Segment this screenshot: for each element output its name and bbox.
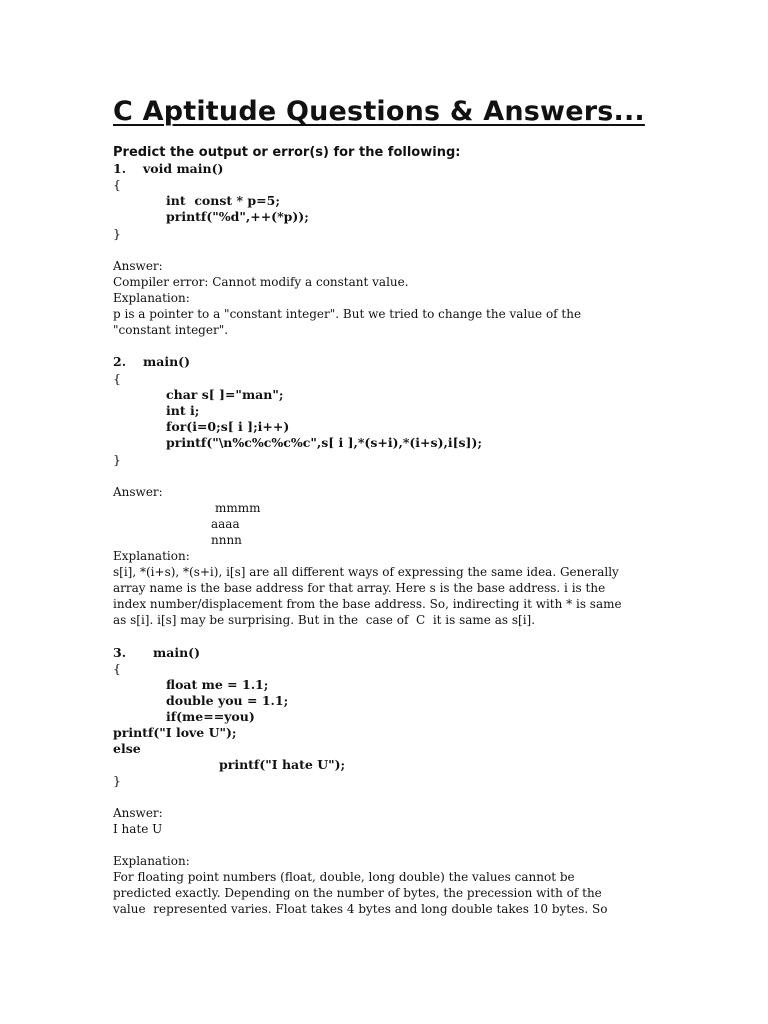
q1-explanation-label: Explanation: [113,291,190,305]
q2-open-brace: { [113,371,121,386]
q3-answer: I hate U [113,822,163,836]
q2-answer-label: Answer: [113,485,163,499]
q2-explanation-line: index number/displacement from the base address. So, indirecting it with * is same [113,597,622,611]
q2-code-line: for(i=0;s[ i ];i++) [166,419,290,434]
q2-header: main() [143,354,190,369]
q3-number: 3. [113,645,127,660]
q1-code-line: printf("%d",++(*p)); [166,209,309,224]
q1-answer-label: Answer: [113,259,163,273]
q3-code-line: printf("I love U"); [113,725,237,740]
q3-code-line: printf("I hate U"); [219,757,346,772]
q2-answer-line: aaaa [211,517,240,531]
q1-header: void main() [143,161,224,176]
q2-explanation-line: as s[i]. i[s] may be surprising. But in the case of C it is same as s[i]. [113,613,536,627]
q1-number: 1. [113,161,127,176]
q3-open-brace: { [113,661,121,676]
q3-code-line: if(me==you) [166,709,255,724]
q3-explanation-label: Explanation: [113,854,190,868]
q2-number: 2. [113,354,127,369]
q1-code-line: int const * p=5; [166,193,280,208]
q3-code-line: float me = 1.1; [166,677,269,692]
q3-header: main() [153,645,200,660]
q3-answer-label: Answer: [113,806,163,820]
q3-code-line: else [113,741,141,756]
q1-open-brace: { [113,177,121,192]
q2-code-line: char s[ ]="man"; [166,387,284,402]
q3-explanation-line: predicted exactly. Depending on the number of bytes, the precession with of the [113,886,602,900]
q1-explanation-line: "constant integer". [113,323,229,337]
q1-close-brace: } [113,226,121,241]
q2-code-line: printf("\n%c%c%c%c",s[ i ],*(s+i),*(i+s),i[s]); [166,435,482,450]
q2-answer-line: nnnn [211,533,242,547]
page-title: C Aptitude Questions & Answers... [113,96,645,127]
q3-code-line: double you = 1.1; [166,693,289,708]
q2-answer-line: mmmm [215,501,261,515]
q3-close-brace: } [113,773,121,788]
q2-explanation-label: Explanation: [113,549,190,563]
q2-explanation-line: array name is the base address for that array. Here s is the base address. i is the [113,581,606,595]
q2-close-brace: } [113,452,121,467]
intro-heading: Predict the output or error(s) for the following: [113,145,461,160]
q1-explanation-line: p is a pointer to a "constant integer". But we tried to change the value of the [113,307,582,321]
q1-answer: Compiler error: Cannot modify a constant value. [113,275,409,289]
q2-explanation-line: s[i], *(i+s), *(s+i), i[s] are all different ways of expressing the same idea. Generally [113,565,619,579]
q2-code-line: int i; [166,403,200,418]
q3-explanation-line: For floating point numbers (float, double, long double) the values cannot be [113,870,575,884]
q3-explanation-line: value represented varies. Float takes 4 bytes and long double takes 10 bytes. So [113,902,608,916]
